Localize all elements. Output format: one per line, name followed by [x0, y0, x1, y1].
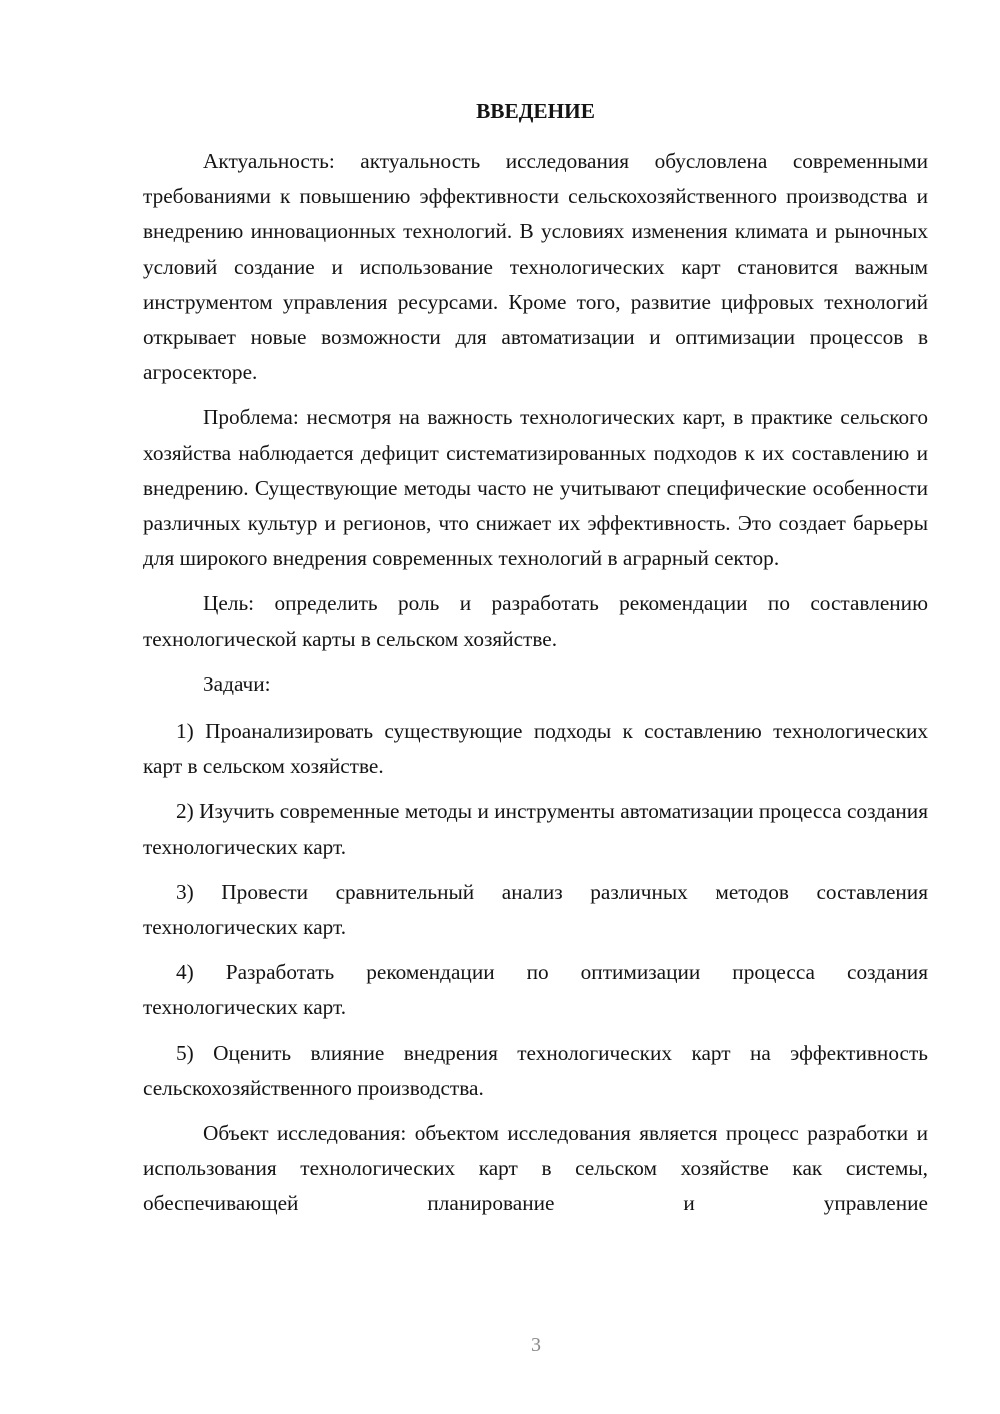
page-number: 3 — [531, 1334, 541, 1356]
paragraph-problem: Проблема: несмотря на важность технологических карт, в практике сельского хозяйства наблюдается дефицит систематизированных подходов к их составлению и внедрению. Существующие методы часто не учитывают специфические особенности различных культур и регионов, что снижает их эффективность. Это создает барьеры для широкого внедрения современных технологий в аграрный сектор. — [143, 405, 928, 571]
tasks-label: Задачи: — [203, 671, 271, 696]
task-item-5: 5) Оценить влияние внедрения технологических карт на эффективность сельскохозяйственного производства. — [143, 1040, 928, 1100]
paragraph-relevance: Актуальность: актуальность исследования обусловлена современными требованиями к повышению эффективности сельскохозяйственного производства и внедрению инновационных технологий. В условиях изменения климата и рыночных условий создание и использование технологических карт становится важным инструментом управления ресурсами. Кроме того, развитие цифровых технологий открывает новые возможности для автоматизации и оптимизации процессов в агросекторе. — [143, 149, 928, 385]
task-item-2: 2) Изучить современные методы и инструменты автоматизации процесса создания технологических карт. — [143, 799, 928, 859]
task-item-4: 4) Разработать рекомендации по оптимизации процесса создания технологических карт. — [143, 960, 928, 1020]
section-title: ВВЕДЕНИЕ — [476, 99, 595, 123]
task-item-1: 1) Проанализировать существующие подходы к составлению технологических карт в сельском хозяйстве. — [143, 719, 928, 779]
document-page — [143, 94, 928, 1232]
paragraph-goal: Цель: определить роль и разработать рекомендации по составлению технологической карты в сельском хозяйстве. — [143, 591, 928, 651]
paragraph-object: Объект исследования: объектом исследования является процесс разработки и использования технологических карт в сельском хозяйстве как системы, обеспечивающей планирование и управление — [143, 1121, 928, 1216]
task-item-3: 3) Провести сравнительный анализ различных методов составления технологических карт. — [143, 879, 928, 940]
